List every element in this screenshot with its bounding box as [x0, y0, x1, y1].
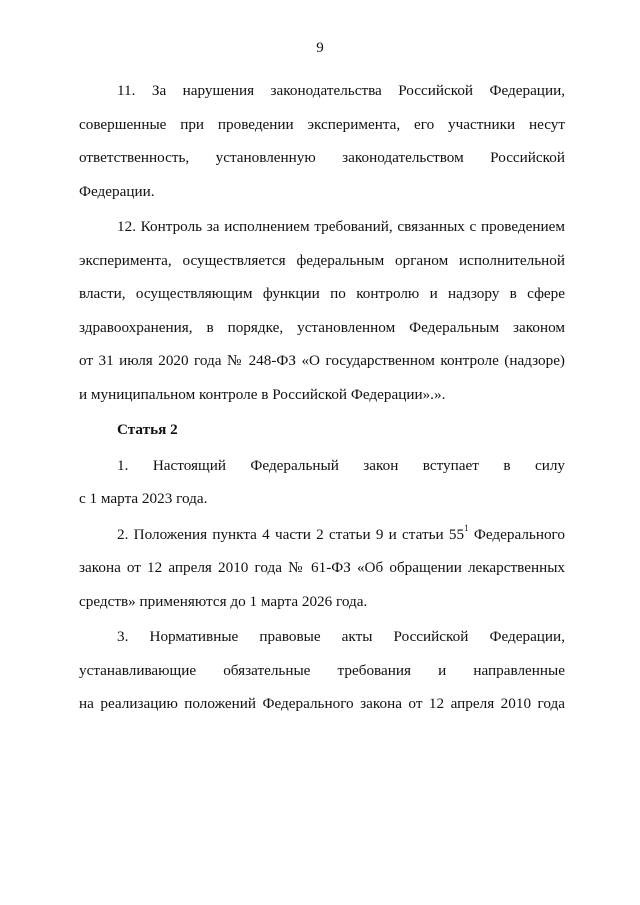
paragraph-line: на реализацию положений Федерального закона от 12 апреля 2010 года: [79, 695, 565, 712]
article-2-heading: Статья 2: [117, 421, 178, 438]
paragraph-line: 12. Контроль за исполнением требований, связанных с проведением: [117, 218, 565, 235]
paragraph-line: закона от 12 апреля 2010 года № 61-ФЗ «Об обращении лекарственных: [79, 559, 565, 576]
paragraph-line: совершенные при проведении эксперимента, его участники несут: [79, 115, 565, 133]
paragraph-line: 1. Настоящий Федеральный закон вступает в силу: [117, 456, 565, 474]
paragraph-line: с 1 марта 2023 года.: [79, 490, 208, 507]
page-number: 9: [316, 40, 324, 56]
line-text: Федерального: [468, 525, 565, 543]
paragraph-line: здравоохранения, в порядке, установленном Федеральным законом: [79, 318, 565, 336]
paragraph-11: [79, 74, 565, 208]
article-2-item-3: [79, 620, 565, 721]
paragraph-line: 11. За нарушения законодательства Российской Федерации,: [117, 82, 565, 99]
paragraph-line: 3. Нормативные правовые акты Российской Федерации,: [117, 628, 565, 645]
paragraph-line: власти, осуществляющим функции по контролю и надзору в сфере: [79, 285, 565, 302]
article-2-item-2: [79, 518, 565, 619]
paragraph-line: устанавливающие обязательные требования и направленные: [79, 661, 565, 679]
paragraph-line: от 31 июля 2020 года № 248-ФЗ «О государственном контроле (надзоре): [79, 352, 565, 369]
article-2-item-1: [79, 449, 565, 516]
superscript: 1: [464, 523, 469, 534]
paragraph-line: эксперимента, осуществляется федеральным органом исполнительной: [79, 251, 565, 269]
paragraph-line: ответственность, установленную законодательством Российской: [79, 149, 565, 166]
paragraph-line: и муниципальном контроле в Российской Федерации».».: [79, 385, 446, 403]
paragraph-line: средств» применяются до 1 марта 2026 года.: [79, 592, 368, 610]
paragraph-line: [79, 518, 565, 552]
line-text: 2. Положения пункта 4 части 2 статьи 9 и статьи 55: [117, 525, 465, 543]
paragraph-12: [79, 210, 565, 411]
document-body: [79, 74, 565, 723]
paragraph-line: Федерации.: [79, 182, 155, 200]
